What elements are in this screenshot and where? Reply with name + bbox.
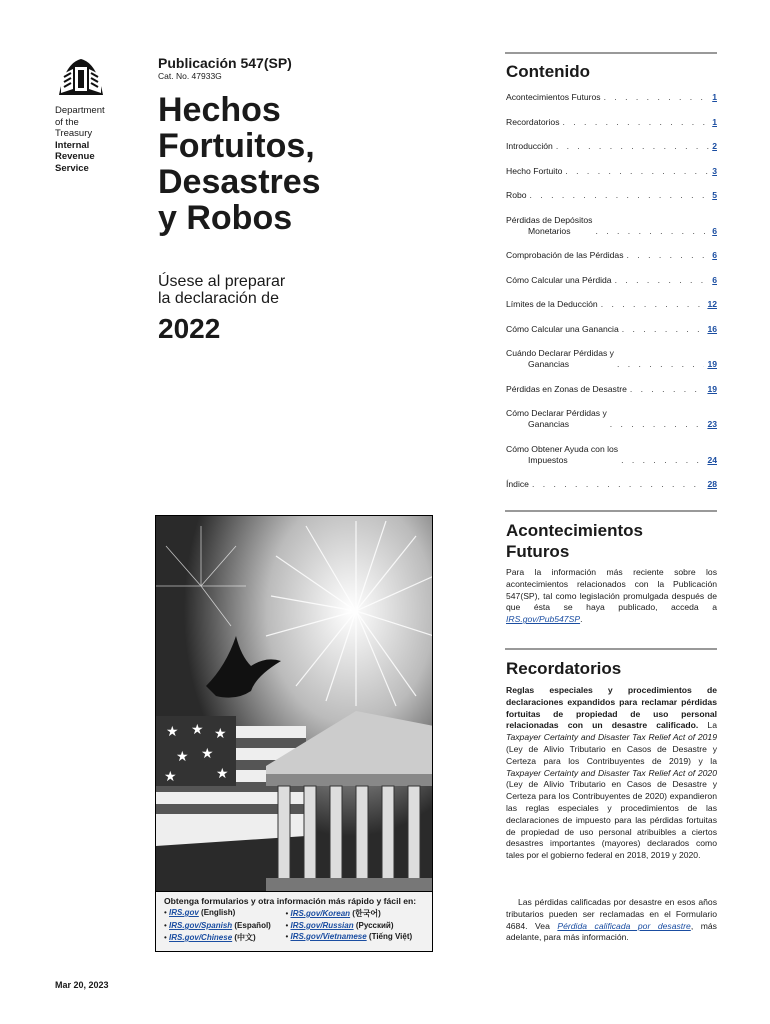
link-language: (English) — [201, 908, 236, 917]
toc-label-line: Comprobación de las Pérdidas — [506, 250, 624, 260]
toc-leader-dots — [627, 250, 710, 261]
toc-entry[interactable] — [506, 408, 717, 430]
department-line-1: Department — [55, 105, 105, 116]
toc-label-line: Pérdidas en Zonas de Desastre — [506, 383, 627, 394]
toc-page-link[interactable]: 12 — [707, 299, 717, 309]
tax-year: 2022 — [158, 313, 221, 344]
heading-line: Acontecimientos — [506, 521, 643, 540]
toc-leader-dots — [604, 92, 710, 103]
toc-label-line: Índice — [506, 479, 529, 489]
toc-entry-label — [506, 141, 553, 152]
toc-page-link[interactable]: 16 — [707, 323, 717, 334]
toc-page-link[interactable]: 5 — [712, 190, 717, 200]
toc-entry[interactable] — [506, 117, 717, 128]
title-line: Hechos — [158, 91, 281, 129]
toc-leader-dots — [622, 324, 705, 335]
toc-entry-label — [506, 479, 529, 490]
svg-text:★: ★ — [214, 725, 227, 741]
paragraph-text: (Ley de Alivio Tributario en Casos de Desastre y Certeza para los Contribuyentes de 2020) expandieron las reglas especiales y procedimientos de las declaraciones de impuesto para las pérdidas fortuitas de propiedad de uso personal atribuibles a ciertos desastres importantes (mayores) declarados como tales por el gobierno federal en 2018, 2019 y 2020. — [506, 779, 717, 861]
paragraph-text: (Ley de Alivio Tributario en Casos de Desastre y Certeza para los Contribuyentes de 2019) y la — [506, 743, 717, 766]
toc-label-line: Cómo Calcular una Ganancia — [506, 323, 619, 334]
toc-leader-dots — [563, 117, 710, 128]
divider — [505, 510, 717, 512]
service-line-1: Internal — [55, 139, 90, 151]
title-line: y Robos — [158, 199, 293, 237]
toc-entry-label — [506, 117, 560, 128]
use-line: la declaración de — [158, 290, 279, 307]
link-language: (Tiếng Việt) — [368, 932, 413, 941]
toc-entry-label — [506, 275, 612, 286]
toc-page-link[interactable]: 1 — [712, 92, 717, 102]
link-language: (한국어) — [352, 909, 381, 918]
svg-text:★: ★ — [201, 745, 214, 761]
toc-entry-label — [506, 348, 614, 370]
service-line-3: Service — [55, 162, 89, 174]
toc-leader-dots — [621, 455, 704, 466]
revision-date: Mar 20, 2023 — [55, 980, 109, 990]
svg-text:★: ★ — [191, 721, 204, 737]
contents-heading: Contenido — [506, 62, 591, 81]
toc-label-line: Introducción — [506, 141, 553, 151]
toc-label-line: Monetarios — [528, 225, 571, 236]
toc-entry-label — [506, 444, 618, 466]
toc-entry[interactable] — [506, 299, 717, 310]
service-line-2: Revenue — [55, 151, 95, 162]
bold-lead: Reglas especiales y procedimientos de declaraciones expandidos para reclamar pérdidas fortuitas de propiedad de uso personal relacionadas con un desastre calificado. — [506, 685, 717, 731]
toc-label-line: Cómo Calcular una Pérdida — [506, 274, 612, 285]
toc-label-line: Impuestos — [528, 454, 568, 465]
cover-illustration — [155, 515, 433, 952]
toc-entry[interactable] — [506, 141, 717, 152]
reminders-paragraph-1 — [506, 685, 717, 862]
toc-leader-dots — [530, 190, 710, 201]
department-line-2: of the — [55, 116, 79, 128]
toc-label-line: Límites de la Deducción — [506, 299, 598, 309]
toc-entry-label — [506, 408, 607, 430]
toc-label-line: Cómo Declarar Pérdidas y — [506, 408, 607, 418]
toc-entry[interactable] — [506, 166, 717, 177]
toc-entry[interactable] — [506, 92, 717, 103]
link-irs-chinese[interactable]: IRS.gov/Chinese — [169, 933, 233, 942]
caption-title: Obtenga formularios y otra información más rápido y fácil en: — [164, 896, 417, 906]
toc-entry-label — [506, 299, 598, 310]
toc-leader-dots — [630, 384, 705, 395]
toc-entry-label — [506, 190, 527, 201]
divider — [505, 648, 717, 650]
link-irs-russian[interactable]: IRS.gov/Russian — [290, 921, 354, 930]
reminders-paragraph-2 — [506, 897, 717, 944]
toc-page-link[interactable]: 6 — [712, 274, 717, 285]
divider — [505, 52, 717, 54]
document-title — [158, 92, 321, 236]
toc-entry[interactable] — [506, 275, 717, 286]
toc-entry-label — [506, 324, 619, 335]
toc-page-link[interactable]: 28 — [707, 479, 717, 489]
pub547sp-link[interactable]: IRS.gov/Pub547SP — [506, 614, 581, 625]
toc-leader-dots — [610, 419, 705, 430]
toc-label-line: Hecho Fortuito — [506, 165, 563, 176]
fireworks-capitol-illustration — [156, 516, 433, 893]
title-line: Fortuitos, — [158, 127, 315, 165]
link-irs-vietnamese[interactable]: IRS.gov/Vietnamese — [290, 932, 367, 941]
catalog-number: Cat. No. 47933G — [158, 71, 222, 81]
svg-text:★: ★ — [176, 748, 189, 764]
table-of-contents — [506, 92, 717, 504]
toc-page-link[interactable]: 19 — [707, 359, 717, 369]
toc-entry-label — [506, 92, 601, 103]
toc-leader-dots — [615, 275, 710, 286]
toc-label-line: Acontecimientos Futuros — [506, 92, 601, 102]
use-instruction — [158, 273, 285, 307]
future-developments-text — [506, 567, 717, 626]
toc-entry[interactable] — [506, 384, 717, 395]
toc-page-link[interactable]: 1 — [712, 116, 717, 127]
toc-entry[interactable] — [506, 215, 717, 237]
toc-page-link[interactable]: 23 — [707, 419, 717, 429]
toc-leader-dots — [601, 299, 705, 310]
forms-info-caption: Obtenga formularios y otra información más rápido y fácil en: • IRS.gov (English) • IRS.gov/Korean (한국어) • IRS.gov/Spanish (Español) • IRS.gov/Russian (Русский) • IRS.gov/Chinese (中文) • IRS.gov/Vietnamese (Tiếng Việt) — [156, 891, 432, 951]
future-developments-heading — [506, 520, 643, 562]
toc-leader-dots — [532, 479, 705, 490]
toc-label-line: Ganancias — [528, 419, 570, 429]
qualified-disaster-loss-link[interactable]: Pérdida calificada por desastre — [557, 920, 691, 931]
toc-page-link[interactable]: 6 — [712, 250, 717, 260]
toc-page-link[interactable]: 6 — [712, 225, 717, 236]
toc-entry[interactable] — [506, 250, 717, 261]
reminders-heading: Recordatorios — [506, 659, 622, 678]
toc-label-line: Recordatorios — [506, 116, 560, 127]
toc-entry[interactable] — [506, 190, 717, 201]
use-line: Úsese al preparar — [158, 273, 286, 290]
toc-page-link[interactable]: 24 — [707, 454, 717, 465]
paragraph-text: . — [580, 614, 583, 625]
irs-eagle-logo-icon — [55, 55, 107, 101]
link-language: (Русский) — [355, 921, 394, 930]
svg-text:★: ★ — [216, 765, 229, 781]
toc-entry[interactable] — [506, 479, 717, 490]
link-language: (Español) — [234, 921, 271, 930]
agency-name — [55, 105, 105, 174]
toc-page-link[interactable]: 3 — [712, 165, 717, 176]
toc-label-line: Cómo Obtener Ayuda con los — [506, 443, 619, 454]
toc-label-line: Ganancias — [528, 359, 570, 369]
toc-entry-label — [506, 166, 562, 177]
toc-entry-label — [506, 215, 592, 237]
paragraph-text: , más adelante, para más información. — [506, 920, 717, 943]
toc-label-line: Pérdidas de Depósitos — [506, 214, 593, 225]
heading-line: Futuros — [506, 542, 570, 561]
paragraph-text: La — [698, 720, 717, 731]
toc-entry-label — [506, 250, 624, 261]
link-irs-korean[interactable]: IRS.gov/Korean — [290, 909, 351, 918]
link-irs-english[interactable]: IRS.gov — [169, 908, 199, 917]
toc-entry[interactable] — [506, 348, 717, 370]
title-line: Desastres — [158, 163, 321, 201]
toc-leader-dots — [556, 141, 709, 152]
toc-page-link[interactable]: 19 — [707, 383, 717, 394]
paragraph-text: Para la información más reciente sobre los acontecimientos relacionados con la Publicación 547(SP), tal como legislación promulgada después de que ésta se haya publicado, acceda a — [506, 567, 717, 613]
publication-number: Publicación 547(SP) — [158, 55, 292, 71]
svg-text:★: ★ — [166, 723, 179, 739]
toc-entry[interactable] — [506, 324, 717, 335]
paragraph-text: Las pérdidas calificadas por desastre en esos años tributarios pueden ser reclamadas en el Formulario 4684. Vea — [506, 897, 717, 931]
toc-entry-label — [506, 384, 627, 395]
toc-label-line: Robo — [506, 190, 527, 200]
toc-leader-dots — [617, 359, 704, 370]
link-language: (中文) — [234, 933, 256, 942]
toc-leader-dots — [595, 226, 709, 237]
svg-text:★: ★ — [164, 768, 177, 784]
link-irs-spanish[interactable]: IRS.gov/Spanish — [169, 921, 233, 930]
toc-label-line: Cuándo Declarar Pérdidas y — [506, 348, 614, 358]
department-line-3: Treasury — [55, 128, 93, 139]
toc-page-link[interactable]: 2 — [712, 141, 717, 151]
act-name: Taxpayer Certainty and Disaster Tax Relief Act of 2019 — [506, 732, 717, 743]
act-name: Taxpayer Certainty and Disaster Tax Relief Act of 2020 — [506, 767, 717, 778]
toc-entry[interactable] — [506, 444, 717, 466]
toc-leader-dots — [565, 166, 709, 177]
